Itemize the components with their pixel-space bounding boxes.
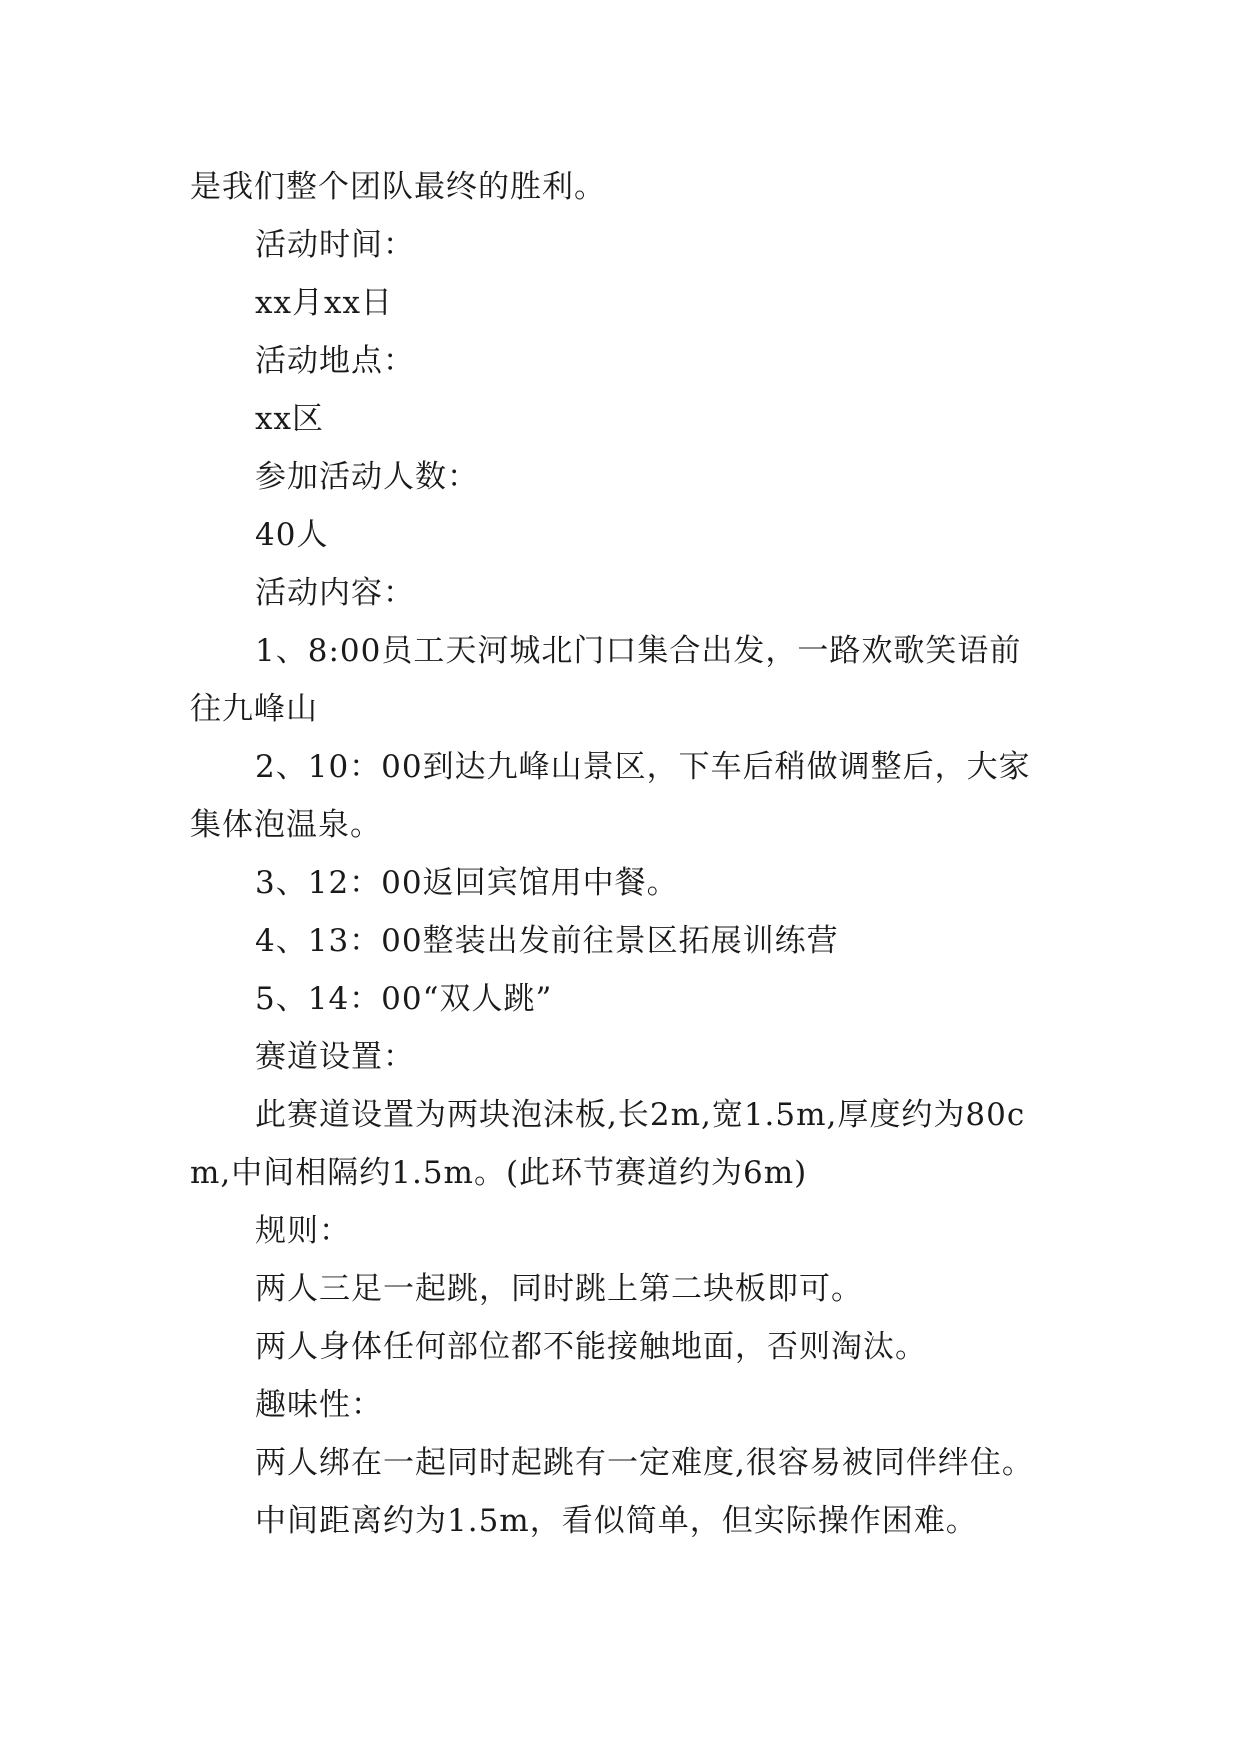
schedule-item-5: 5、14：00“双人跳” <box>255 981 553 1017</box>
activity-location-label: 活动地点： <box>255 343 415 379</box>
paragraph-continuation: 是我们整个团队最终的胜利。 <box>190 169 606 205</box>
rule-2: 两人身体任何部位都不能接触地面，否则淘汰。 <box>255 1329 927 1365</box>
fun-point-1: 两人绑在一起同时起跳有一定难度,很容易被同伴绊住。 <box>255 1445 1034 1481</box>
document-body <box>190 158 1052 1550</box>
rule-1: 两人三足一起跳，同时跳上第二块板即可。 <box>255 1271 863 1307</box>
rules-label: 规则： <box>255 1213 351 1249</box>
track-setup-label: 赛道设置： <box>255 1039 415 1075</box>
fun-label: 趣味性： <box>255 1387 383 1423</box>
schedule-item-4: 4、13：00整装出发前往景区拓展训练营 <box>255 923 839 959</box>
activity-time-label: 活动时间： <box>255 227 415 263</box>
activity-time-value: xx月xx日 <box>255 285 393 321</box>
schedule-item-2: 2、10：00到达九峰山景区，下车后稍做调整后，大家集体泡温泉。 <box>190 749 1031 843</box>
activity-content-label: 活动内容： <box>255 575 415 611</box>
schedule-item-1: 1、8:00员工天河城北门口集合出发，一路欢歌笑语前往九峰山 <box>190 633 1022 727</box>
schedule-item-3: 3、12：00返回宾馆用中餐。 <box>255 865 679 901</box>
participant-count-value: 40人 <box>255 517 329 553</box>
participant-count-label: 参加活动人数： <box>255 459 479 495</box>
activity-location-value: xx区 <box>255 401 324 437</box>
track-setup-text: 此赛道设置为两块泡沫板,长2m,宽1.5m,厚度约为80cm,中间相隔约1.5m。(此环节赛道约为6m) <box>190 1097 1026 1191</box>
fun-point-2: 中间距离约为1.5m，看似简单，但实际操作困难。 <box>255 1503 978 1539</box>
